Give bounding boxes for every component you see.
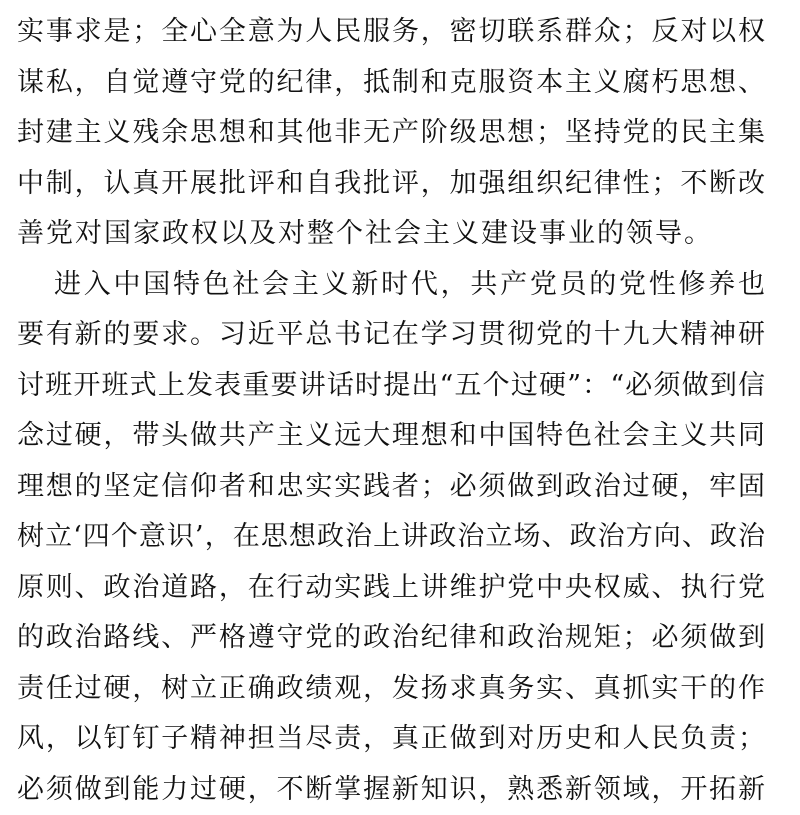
text-line: 中制，认真开展批评和自我批评，加强组织纪律性；不断改 xyxy=(17,168,765,199)
text-line: 的政治路线、严格遵守党的政治纪律和政治规矩；必须做到 xyxy=(17,622,765,653)
text-line: 念过硬，带头做共产主义远大理想和中国特色社会主义共同 xyxy=(17,420,765,451)
text-line: 责任过硬，树立正确政绩观，发扬求真务实、真抓实干的作 xyxy=(17,673,765,704)
paragraph-first-line: 进入中国特色社会主义新时代，共产党员的党性修养也 xyxy=(54,269,765,300)
text-line: 必须做到能力过硬，不断掌握新知识，熟悉新领域，开拓新 xyxy=(17,774,765,805)
text-line: 要有新的要求。习近平总书记在学习贯彻党的十九大精神研 xyxy=(17,319,765,350)
text-line: 原则、政治道路，在行动实践上讲维护党中央权威、执行党 xyxy=(17,572,765,603)
text-line: 实事求是；全心全意为人民服务，密切联系群众；反对以权 xyxy=(17,16,765,47)
text-line: 谋私，自觉遵守党的纪律，抵制和克服资本主义腐朽思想、 xyxy=(17,67,765,98)
text-line: 风，以钉钉子精神担当尽责，真正做到对历史和人民负责； xyxy=(17,723,765,754)
text-line: 理想的坚定信仰者和忠实实践者；必须做到政治过硬，牢固 xyxy=(17,471,765,502)
text-line: 善党对国家政权以及对整个社会主义建设事业的领导。 xyxy=(17,218,713,249)
text-line: 树立‘四个意识’，在思想政治上讲政治立场、政治方向、政治 xyxy=(17,521,765,552)
text-line: 封建主义残余思想和其他非无产阶级思想；坚持党的民主集 xyxy=(17,117,765,148)
text-line: 讨班开班式上发表重要讲话时提出“五个过硬”：“必须做到信 xyxy=(17,370,765,401)
